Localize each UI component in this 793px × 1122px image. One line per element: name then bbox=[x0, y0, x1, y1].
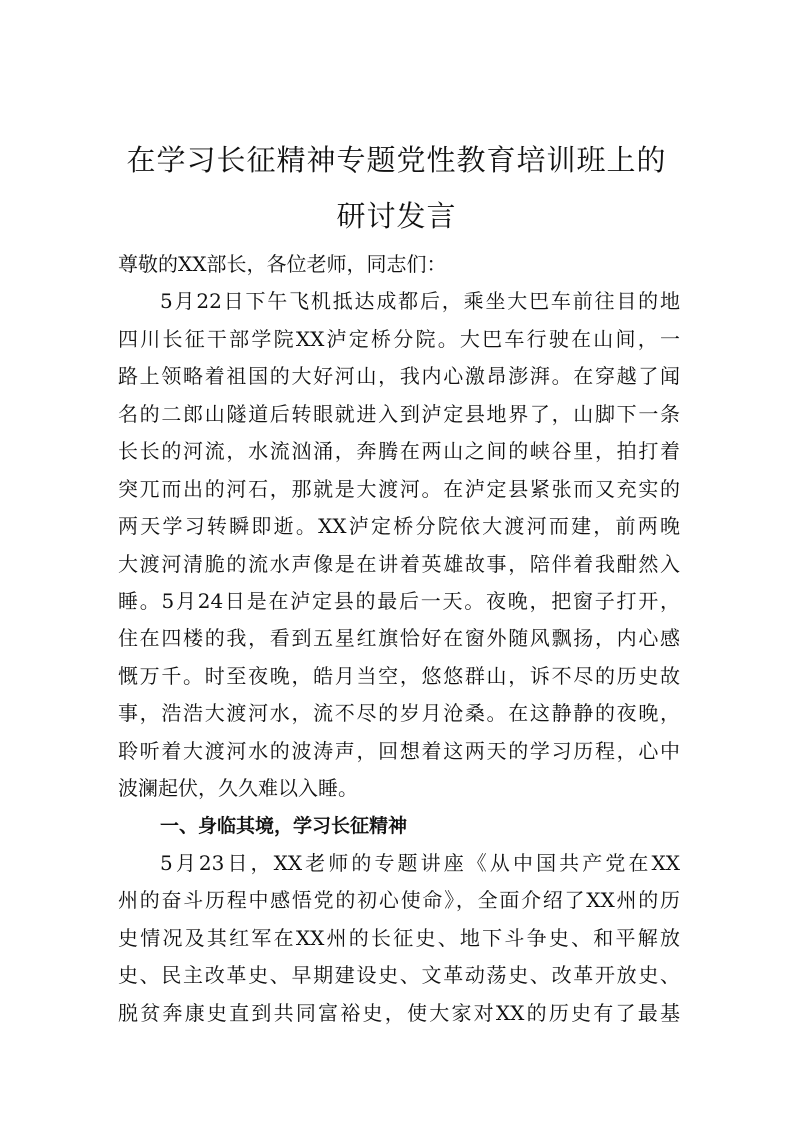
paragraph-line: 波澜起伏，久久难以入睡。 bbox=[118, 776, 358, 801]
paragraph-line: 5月23日，XX老师的专题讲座《从中国共产党在XX bbox=[160, 851, 680, 875]
document-title-line-2: 研讨发言 bbox=[336, 199, 457, 233]
document-body bbox=[118, 246, 680, 1032]
paragraph-1 bbox=[118, 283, 680, 807]
paragraph-line: 事，浩浩大渡河水，流不尽的岁月沧桑。在这静静的夜晚， bbox=[118, 701, 680, 726]
section-heading: 一、身临其境，学习长征精神 bbox=[160, 814, 408, 837]
paragraph-line: 突兀而出的河石，那就是大渡河。在泸定县紧张而又充实的 bbox=[118, 476, 680, 501]
paragraph-line: 睡。5月24日是在泸定县的最后一天。夜晚，把窗子打开， bbox=[118, 588, 680, 613]
paragraph-line: 四川长征干部学院XX泸定桥分院。大巴车行驶在山间，一 bbox=[118, 326, 680, 351]
document-title-line-1: 在学习长征精神专题党性教育培训班上的 bbox=[126, 143, 667, 177]
paragraph-line: 两天学习转瞬即逝。XX泸定桥分院依大渡河而建，前两晚 bbox=[118, 514, 680, 539]
paragraph-line: 脱贫奔康史直到共同富裕史，使大家对XX的历史有了最基 bbox=[118, 1000, 680, 1025]
paragraph-line: 慨万千。时至夜晚，皓月当空，悠悠群山，诉不尽的历史故 bbox=[118, 663, 680, 688]
paragraph-line: 长长的河流，水流汹涌，奔腾在两山之间的峡谷里，拍打着 bbox=[118, 439, 680, 464]
paragraph-line: 名的二郎山隧道后转眼就进入到泸定县地界了，山脚下一条 bbox=[118, 401, 680, 426]
paragraph-line: 路上领略着祖国的大好河山，我内心激昂澎湃。在穿越了闻 bbox=[118, 364, 680, 389]
paragraph-2 bbox=[118, 845, 680, 1032]
paragraph-line: 州的奋斗历程中感悟党的初心使命》，全面介绍了XX州的历 bbox=[118, 888, 680, 913]
paragraph-line: 住在四楼的我，看到五星红旗恰好在窗外随风飘扬，内心感 bbox=[118, 626, 680, 651]
paragraph-line: 5月22日下午飞机抵达成都后，乘坐大巴车前往目的地 bbox=[160, 289, 680, 314]
salutation: 尊敬的XX部长，各位老师，同志们： bbox=[118, 252, 447, 276]
paragraph-line: 大渡河清脆的流水声像是在讲着英雄故事，陪伴着我酣然入 bbox=[118, 551, 680, 576]
paragraph-line: 史情况及其红军在XX州的长征史、地下斗争史、和平解放 bbox=[118, 925, 680, 950]
paragraph-line: 聆听着大渡河水的波涛声，回想着这两天的学习历程，心中 bbox=[118, 738, 680, 763]
paragraph-line: 史、民主改革史、早期建设史、文革动荡史、改革开放史、 bbox=[118, 963, 680, 988]
